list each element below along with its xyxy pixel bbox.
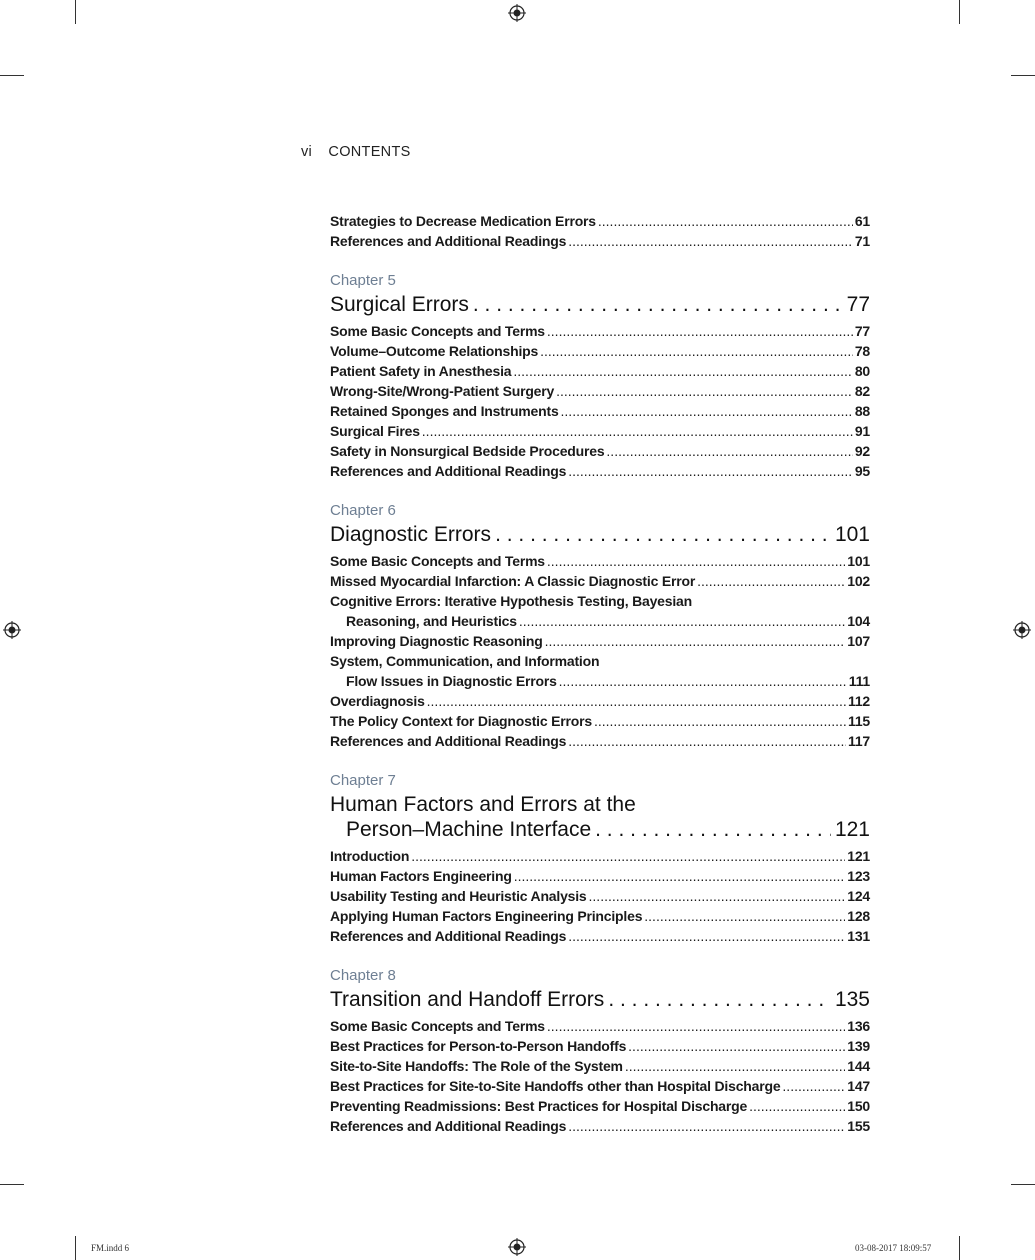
- toc-entry[interactable]: Overdiagnosis ..... 112: [330, 691, 870, 711]
- toc-entry[interactable]: Missed Myocardial Infarction: A Classic Diagnostic Error ..... 102: [330, 571, 870, 591]
- toc-entry[interactable]: Strategies to Decrease Medication Errors ..... 61: [330, 211, 870, 231]
- crop-mark-bottom-right-v: [959, 1236, 960, 1260]
- toc-continued-block: [330, 211, 870, 251]
- chapter-title[interactable]: Person–Machine Interface . . . 121: [330, 817, 870, 842]
- registration-mark-left-icon: [3, 621, 21, 639]
- crop-mark-top-left-h: [0, 75, 24, 76]
- toc-entry[interactable]: Applying Human Factors Engineering Principles ..... 128: [330, 906, 870, 926]
- toc-entry[interactable]: Patient Safety in Anesthesia ..... 80: [330, 361, 870, 381]
- slug-filename: FM.indd 6: [91, 1243, 130, 1253]
- running-head: [301, 144, 411, 160]
- toc-entry[interactable]: Safety in Nonsurgical Bedside Procedures ..... 92: [330, 441, 870, 461]
- toc-entry[interactable]: Some Basic Concepts and Terms ..... 77: [330, 321, 870, 341]
- chapter-block-6: [330, 501, 870, 751]
- toc-entry[interactable]: Flow Issues in Diagnostic Errors ..... 111: [330, 671, 870, 691]
- chapter-label: Chapter 6: [330, 502, 396, 519]
- toc-entry-line1[interactable]: Cognitive Errors: Iterative Hypothesis Testing, Bayesian: [330, 593, 692, 609]
- toc-entry[interactable]: Some Basic Concepts and Terms ..... 101: [330, 551, 870, 571]
- toc-entry[interactable]: Usability Testing and Heuristic Analysis ..... 124: [330, 886, 870, 906]
- toc-entry[interactable]: Retained Sponges and Instruments ..... 88: [330, 401, 870, 421]
- toc-entry[interactable]: The Policy Context for Diagnostic Errors ..... 115: [330, 711, 870, 731]
- chapter-title[interactable]: Surgical Errors . . . 77: [330, 292, 870, 317]
- page-folio: vi: [301, 144, 313, 160]
- chapter-title[interactable]: Transition and Handoff Errors . . . 135: [330, 987, 870, 1012]
- crop-mark-bottom-right-h: [1011, 1184, 1035, 1185]
- toc-entry[interactable]: Some Basic Concepts and Terms ..... 136: [330, 1016, 870, 1036]
- toc-entry[interactable]: Site-to-Site Handoffs: The Role of the System ..... 144: [330, 1056, 870, 1076]
- crop-mark-top-left-v: [75, 0, 76, 24]
- table-of-contents: [330, 211, 870, 1156]
- toc-entry[interactable]: Human Factors Engineering ..... 123: [330, 866, 870, 886]
- toc-entry[interactable]: References and Additional Readings ..... 95: [330, 461, 870, 481]
- toc-entry[interactable]: Reasoning, and Heuristics ..... 104: [330, 611, 870, 631]
- toc-entry[interactable]: References and Additional Readings ..... 155: [330, 1116, 870, 1136]
- crop-mark-bottom-left-h: [0, 1184, 24, 1185]
- chapter-label: Chapter 7: [330, 772, 396, 789]
- toc-entry-line1[interactable]: System, Communication, and Information: [330, 653, 600, 669]
- registration-mark-right-icon: [1013, 621, 1031, 639]
- toc-entry[interactable]: Wrong-Site/Wrong-Patient Surgery ..... 82: [330, 381, 870, 401]
- registration-mark-top-icon: [508, 4, 526, 22]
- toc-entry[interactable]: Best Practices for Site-to-Site Handoffs other than Hospital Discharge ..... 147: [330, 1076, 870, 1096]
- toc-entry[interactable]: Improving Diagnostic Reasoning ..... 107: [330, 631, 870, 651]
- toc-entry[interactable]: References and Additional Readings ..... 131: [330, 926, 870, 946]
- chapter-block-7: [330, 771, 870, 946]
- crop-mark-bottom-left-v: [75, 1236, 76, 1260]
- chapter-block-5: [330, 271, 870, 481]
- toc-entry[interactable]: Best Practices for Person-to-Person Handoffs ..... 139: [330, 1036, 870, 1056]
- chapter-label: Chapter 5: [330, 272, 396, 289]
- toc-entry[interactable]: Surgical Fires ..... 91: [330, 421, 870, 441]
- chapter-label: Chapter 8: [330, 967, 396, 984]
- slug-timestamp: 03-08-2017 18:09:57: [855, 1243, 932, 1253]
- toc-entry[interactable]: References and Additional Readings ..... 117: [330, 731, 870, 751]
- chapter-block-8: [330, 966, 870, 1136]
- toc-entry[interactable]: References and Additional Readings ..... 71: [330, 231, 870, 251]
- toc-entry[interactable]: Introduction ..... 121: [330, 846, 870, 866]
- chapter-title[interactable]: Diagnostic Errors . . . 101: [330, 522, 870, 547]
- crop-mark-top-right-h: [1011, 75, 1035, 76]
- toc-entry[interactable]: Preventing Readmissions: Best Practices for Hospital Discharge ..... 150: [330, 1096, 870, 1116]
- registration-mark-bottom-icon: [508, 1238, 526, 1256]
- crop-mark-top-right-v: [959, 0, 960, 24]
- toc-entry[interactable]: Volume–Outcome Relationships ..... 78: [330, 341, 870, 361]
- running-head-title: CONTENTS: [328, 144, 411, 160]
- chapter-title-line1[interactable]: Human Factors and Errors at the: [330, 793, 636, 816]
